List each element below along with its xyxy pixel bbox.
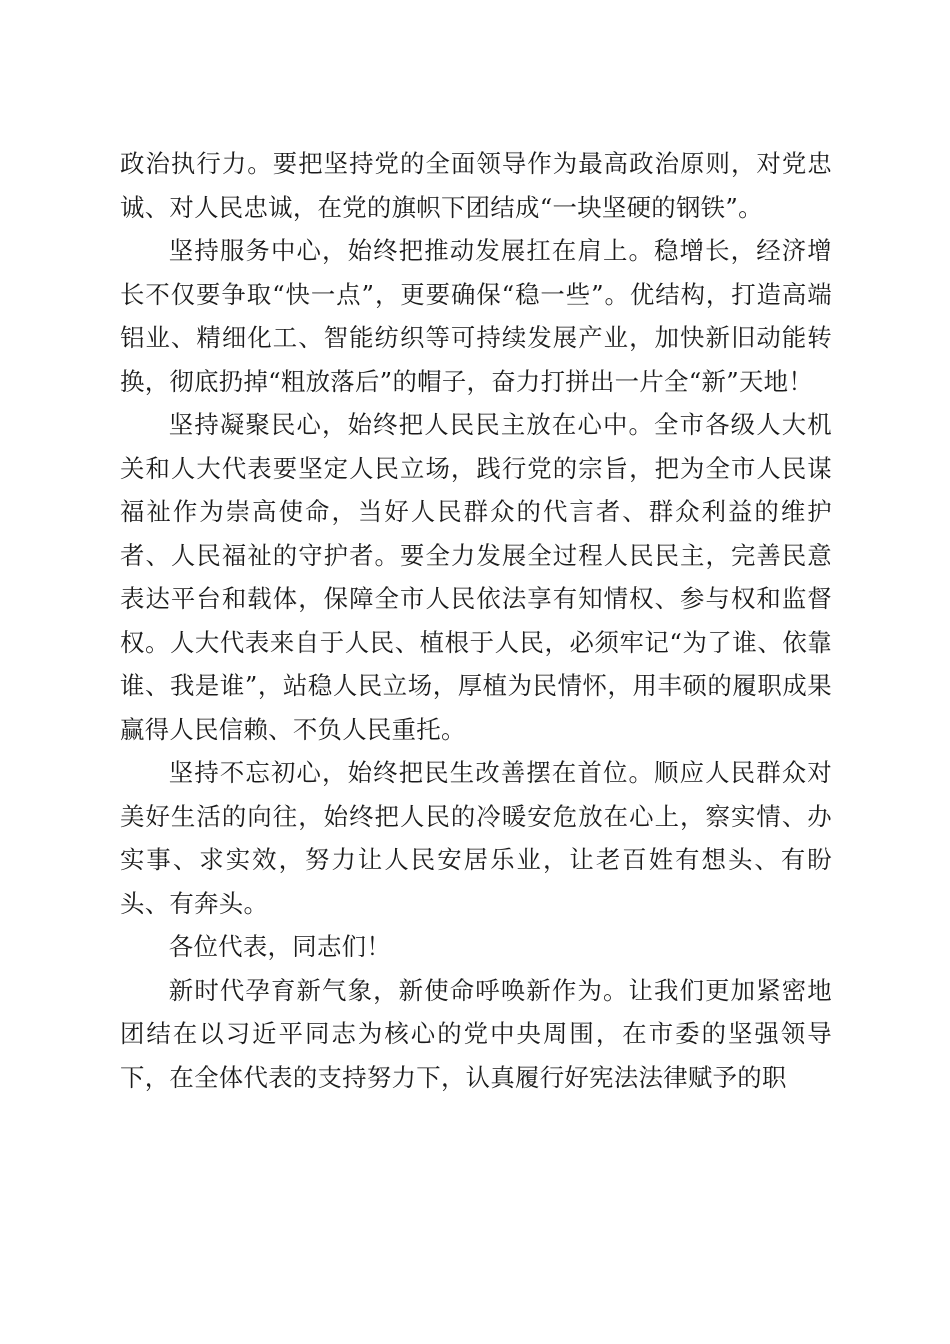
paragraph-serve-center: 坚持服务中心，始终把推动发展扛在肩上。稳增长，经济增长不仅要争取“快一点”，更要确保“稳一些”。优结构，打造高端铝业、精细化工、智能纺织等可持续发展产业，加快新旧动能转换，彻底扔掉“粗放落后”的帽子，奋力打拼出一片全“新”天地！	[120, 236, 832, 396]
document-body	[120, 142, 832, 1099]
paragraph-people-democracy: 坚持凝聚民心，始终把人民民主放在心中。全市各级人大机关和人大代表要坚定人民立场，践行党的宗旨，把为全市人民谋福祉作为崇高使命，当好人民群众的代言者、群众利益的维护者、人民福祉的守护者。要全力发展全过程人民民主，完善民意表达平台和载体，保障全市人民依法享有知情权、参与权和监督权。人大代表来自于人民、植根于人民，必须牢记“为了谁、依靠谁、我是谁”，站稳人民立场，厚植为民情怀，用丰硕的履职成果赢得人民信赖、不负人民重托。	[120, 410, 832, 744]
paragraph-salutation: 各位代表，同志们！	[168, 932, 392, 961]
paragraph-livelihood: 坚持不忘初心，始终把民生改善摆在首位。顺应人民群众对美好生活的向往，始终把人民的冷暖安危放在心上，察实情、办实事、求实效，努力让人民安居乐业，让老百姓有想头、有盼头、有奔头。	[120, 758, 832, 918]
paragraph-continuation: 政治执行力。要把坚持党的全面领导作为最高政治原则，对党忠诚、对人民忠诚，在党的旗帜下团结成“一块坚硬的钢铁”。	[120, 149, 832, 222]
paragraph-new-era: 新时代孕育新气象，新使命呼唤新作为。让我们更加紧密地团结在以习近平同志为核心的党中央周围，在市委的坚强领导下，在全体代表的支持努力下，认真履行好宪法法律赋予的职	[120, 975, 832, 1092]
